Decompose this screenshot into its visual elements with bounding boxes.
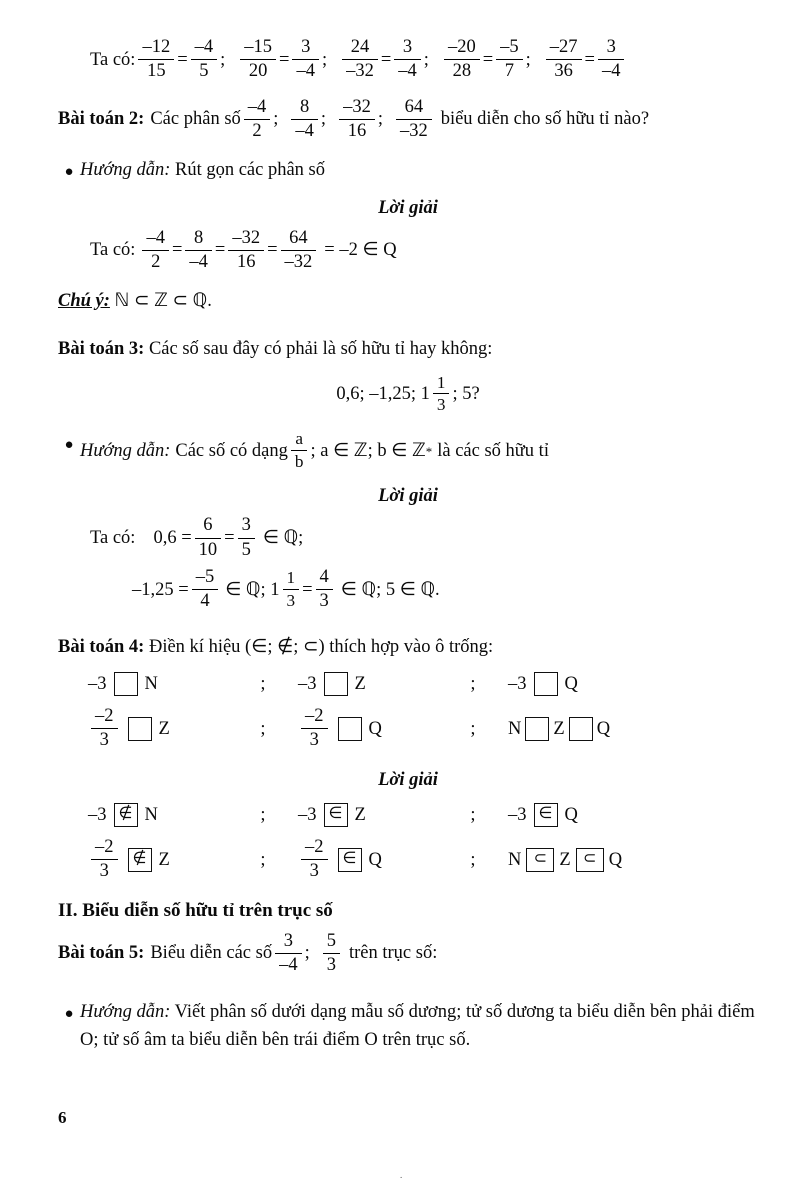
equals-sign: = xyxy=(171,240,183,261)
hint-text: Viết phân số dưới dạng mẫu số dương; tử số dương ta biểu diễn bên phải điểm O; tử số âm ta biểu diễn bên trái điểm O trên trục số. xyxy=(80,1002,755,1050)
answer-box-filled: ∉ xyxy=(114,803,138,827)
answer-box-filled: ⊂ xyxy=(526,848,554,872)
solution-heading: Lời giải xyxy=(378,769,438,790)
exercise-2-solution xyxy=(58,229,758,275)
exercise-5-text-before: Biểu diễn các số xyxy=(150,943,273,964)
note-text: ℕ ⊂ ℤ ⊂ ℚ. xyxy=(114,291,212,312)
equals-sign: = xyxy=(214,240,226,261)
exercise-3-statement xyxy=(58,336,758,364)
exercise-4-statement xyxy=(58,634,758,662)
exercise-3-numbers xyxy=(58,374,758,417)
equals-sign: = xyxy=(482,49,494,70)
separator: ; xyxy=(304,943,310,964)
exercise-2-statement xyxy=(58,98,758,144)
separator: ; xyxy=(273,109,279,130)
fraction: $\frac{1}{3}$ xyxy=(433,373,450,416)
equals-sign: = xyxy=(267,240,278,261)
exercise-4-label: Bài toán 4: xyxy=(58,636,145,657)
answer-item: –3 ∉ N xyxy=(88,805,158,826)
answer-box-filled: ∈ xyxy=(324,803,348,827)
exercise-3-hint xyxy=(58,430,758,473)
answer-box[interactable] xyxy=(534,672,558,696)
value-label: –1,25 = xyxy=(132,579,189,600)
value-label: 0,6 = xyxy=(153,528,192,549)
exercise-2-text-after: biểu diễn cho số hữu tỉ nào? xyxy=(440,109,650,130)
fraction: $\frac{-12}{15}$ xyxy=(138,37,174,83)
fraction: $\frac{3}{-4}$ xyxy=(394,37,421,83)
separator: ; xyxy=(260,805,266,826)
fraction: $\frac{-27}{36}$ xyxy=(546,37,582,83)
section-heading-2: II. Biểu diễn số hữu tỉ trên trục số xyxy=(58,899,333,921)
answer-box[interactable] xyxy=(525,717,549,741)
taco-label: Ta có: xyxy=(90,49,136,70)
blank-item: –3 Z xyxy=(298,671,438,699)
fraction: $\frac{8}{-4}$ xyxy=(291,97,318,143)
exercise-3-solution-line-2 xyxy=(58,568,758,614)
answer-box[interactable] xyxy=(114,672,138,696)
answer-item: $\frac{-2}{3}$ ∈ Q xyxy=(298,838,438,884)
exercise-4-blank-row-2 xyxy=(58,707,758,753)
page-number: 6 xyxy=(58,1108,67,1127)
fraction: $\frac{5}{3}$ xyxy=(323,931,340,977)
answer-box[interactable] xyxy=(569,717,593,741)
taco-label: Ta có: xyxy=(90,240,136,261)
answer-box-filled: ∈ xyxy=(338,848,362,872)
fraction: $\frac{-4}{2}$ xyxy=(244,97,271,143)
exercise-5-hint xyxy=(58,999,758,1055)
note-label: Chú ý: xyxy=(58,291,110,312)
bullet-icon: ● xyxy=(64,437,74,454)
answer-box-filled: ⊂ xyxy=(576,848,604,872)
fraction: $\frac{-5}{4}$ xyxy=(192,567,219,613)
answer-box-filled: ∈ xyxy=(534,803,558,827)
separator: ; xyxy=(220,49,226,70)
fraction: $\frac{64}{-32}$ xyxy=(281,228,317,274)
separator: ; xyxy=(377,109,383,130)
hint-label: Hướng dẫn: xyxy=(80,440,171,461)
fraction: $\frac{-2}{3}$ xyxy=(301,837,328,883)
fraction: $\frac{-32}{16}$ xyxy=(228,228,264,274)
exercise-3-solution-line-1 xyxy=(58,516,758,562)
fraction: $\frac{-15}{20}$ xyxy=(240,37,276,83)
exercise-4-text: Điền kí hiệu (∈; ∉; ⊂) thích hợp vào ô trống: xyxy=(148,636,494,657)
separator: ; xyxy=(423,49,429,70)
membership-tail: ∈ ℚ; 5 ∈ ℚ. xyxy=(340,579,440,600)
exercise-4-solution-row-1 xyxy=(58,802,758,830)
equals-sign: = xyxy=(302,579,313,600)
blank-item: –3 Q xyxy=(508,671,648,699)
exercise-2-text-before: Các phân số xyxy=(150,109,241,130)
fraction: $\frac{-5}{7}$ xyxy=(496,37,523,83)
numbers-suffix: ; 5? xyxy=(452,384,480,404)
solution-tail: = –2 ∈ Q xyxy=(324,240,397,261)
fraction: $\frac{4}{3}$ xyxy=(316,567,333,613)
exercise-5-label: Bài toán 5: xyxy=(58,943,145,964)
equals-sign: = xyxy=(584,49,595,70)
separator: ; xyxy=(525,49,531,70)
footer-mark: . xyxy=(400,1170,403,1180)
bullet-icon: ● xyxy=(64,1006,74,1023)
fraction: $\frac{-20}{28}$ xyxy=(444,37,480,83)
separator: ; xyxy=(470,718,476,739)
answer-box[interactable] xyxy=(128,717,152,741)
blank-item: $\frac{-2}{3}$ Q xyxy=(298,707,438,753)
equation-line-taco-1 xyxy=(58,38,758,84)
answer-item: N ⊂ Z ⊂ Q xyxy=(508,849,623,870)
exercise-3-text: Các số sau đây có phải là số hữu tỉ hay không: xyxy=(148,338,493,359)
taco-label: Ta có: xyxy=(90,528,136,549)
fraction: $\frac{1}{3}$ xyxy=(283,568,300,611)
fraction: $\frac{3}{-4}$ xyxy=(598,37,625,83)
blank-item: –3 N xyxy=(88,671,228,699)
note-line xyxy=(58,288,758,316)
answer-item: –3 ∈ Q xyxy=(508,805,578,826)
hint-text: Rút gọn các phân số xyxy=(174,160,326,181)
hint-before: Các số có dạng xyxy=(175,440,288,461)
hint-after: ; a ∈ ℤ; b ∈ ℤ xyxy=(310,440,426,461)
fraction: $\frac{3}{-4}$ xyxy=(292,37,319,83)
fraction: $\frac{3}{-4}$ xyxy=(275,931,302,977)
fraction: $\frac{8}{-4}$ xyxy=(185,228,212,274)
exercise-4-blank-row-1 xyxy=(58,671,758,699)
separator: ; xyxy=(470,805,476,826)
answer-box[interactable] xyxy=(338,717,362,741)
hint-label: Hướng dẫn: xyxy=(80,160,171,181)
exercise-2-label: Bài toán 2: xyxy=(58,109,145,130)
fraction: $\frac{6}{10}$ xyxy=(195,515,222,561)
answer-box-filled: ∉ xyxy=(128,848,152,872)
exercise-2-hint xyxy=(58,157,758,185)
mid-text: ∈ ℚ; 1 xyxy=(225,579,280,600)
solution-heading: Lời giải xyxy=(378,197,438,218)
fraction: $\frac{-2}{3}$ xyxy=(91,837,118,883)
exercise-5-statement xyxy=(58,932,758,978)
blank-item: N Z Q xyxy=(508,707,688,753)
equals-sign: = xyxy=(279,49,290,70)
fraction: $\frac{-2}{3}$ xyxy=(301,706,328,752)
equals-sign: = xyxy=(177,49,188,70)
fraction: $\frac{64}{-32}$ xyxy=(396,97,432,143)
separator: ; xyxy=(321,49,328,70)
blank-item: $\frac{-2}{3}$ Z xyxy=(88,707,228,753)
fraction: $\frac{-32}{16}$ xyxy=(339,97,375,143)
exercise-3-label: Bài toán 3: xyxy=(58,338,145,359)
answer-item: –3 ∈ Z xyxy=(298,805,366,826)
numbers-prefix: 0,6; –1,25; 1 xyxy=(336,384,430,404)
superscript-star: * xyxy=(425,443,433,459)
answer-box[interactable] xyxy=(324,672,348,696)
separator: ; xyxy=(260,849,266,870)
exercise-5-text-after: trên trục số: xyxy=(348,943,438,964)
exercise-4-solution-row-2 xyxy=(58,838,758,884)
membership-tail: ∈ ℚ; xyxy=(262,528,304,549)
fraction: $\frac{24}{-32}$ xyxy=(342,37,378,83)
page-content xyxy=(58,38,758,1061)
separator: ; xyxy=(470,849,476,870)
fraction: $\frac{-4}{5}$ xyxy=(191,37,218,83)
bullet-icon: ● xyxy=(64,164,74,181)
fraction: $\frac{-4}{2}$ xyxy=(142,228,169,274)
hint-end: là các số hữu tỉ xyxy=(437,440,549,461)
equals-sign: = xyxy=(224,528,235,549)
fraction: $\frac{-2}{3}$ xyxy=(91,706,118,752)
fraction: $\frac{a}{b}$ xyxy=(291,429,308,472)
separator: ; xyxy=(470,674,476,695)
equals-sign: = xyxy=(380,49,392,70)
answer-item: $\frac{-2}{3}$ ∉ Z xyxy=(88,838,228,884)
separator: ; xyxy=(260,674,266,695)
fraction: $\frac{3}{5}$ xyxy=(238,515,255,561)
hint-label: Hướng dẫn: xyxy=(80,1002,171,1023)
separator: ; xyxy=(260,718,266,739)
solution-heading: Lời giải xyxy=(378,485,438,506)
separator: ; xyxy=(320,109,327,130)
